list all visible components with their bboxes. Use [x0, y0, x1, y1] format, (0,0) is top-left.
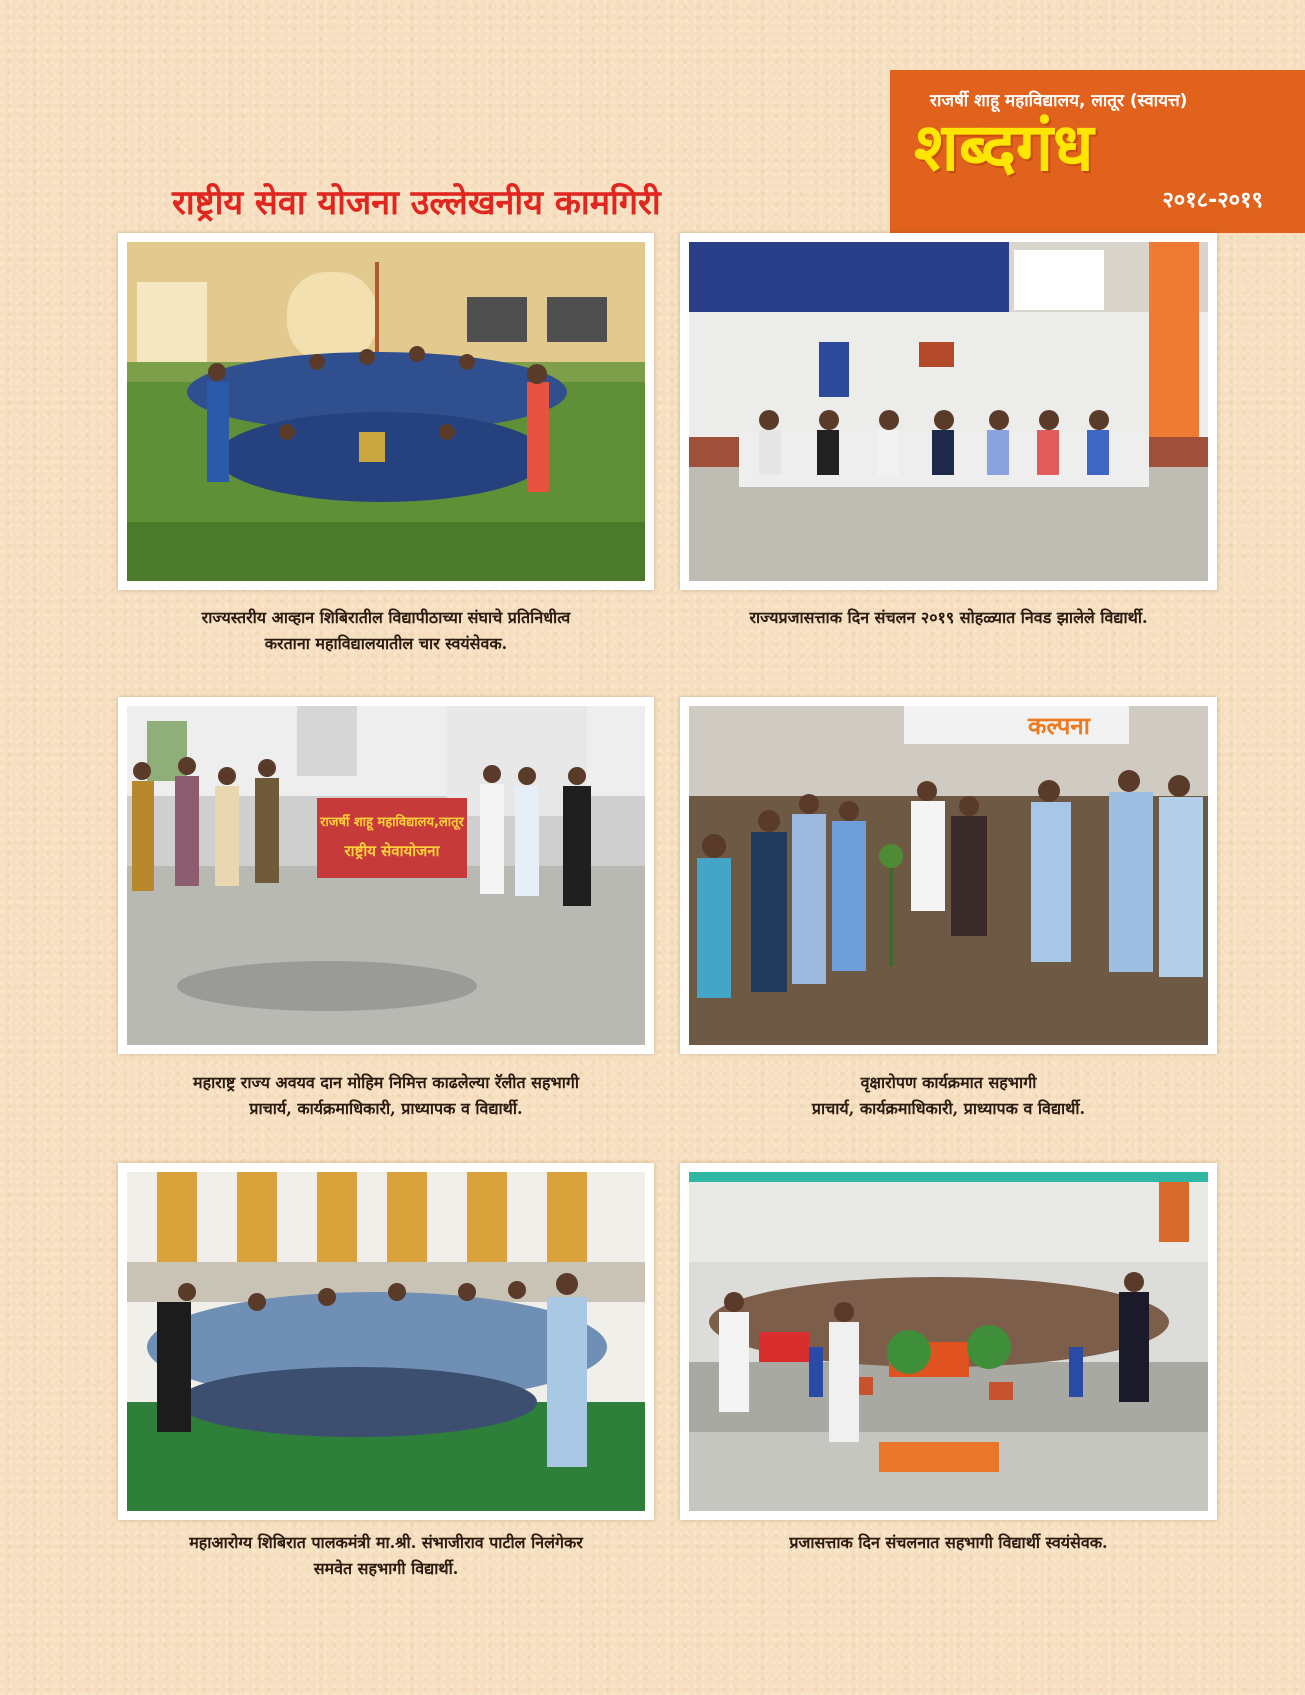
- caption-5-line-2: समवेत सहभागी विद्यार्थी.: [313, 1559, 459, 1578]
- photo-frame-3: [118, 697, 654, 1054]
- caption-1: [118, 605, 654, 657]
- photo-frame-1: [118, 233, 654, 590]
- caption-3-line-1: महाराष्ट्र राज्य अवयव दान मोहिम निमित्त काढलेल्या रॅलीत सहभागी: [193, 1073, 579, 1092]
- caption-4: [680, 1070, 1217, 1122]
- shop-sign-text: कल्पना: [1028, 712, 1090, 740]
- caption-1-line-1: राज्यस्तरीय आव्हान शिबिरातील विद्यापीठाच्या संघाचे प्रतिनिधीत्व: [201, 608, 571, 627]
- caption-2: [680, 605, 1217, 631]
- caption-5: [118, 1530, 654, 1582]
- photo-frame-4: [680, 697, 1217, 1054]
- photo-4-tree-plantation: [689, 706, 1208, 1045]
- photo-3-organ-donation-rally: [127, 706, 645, 1045]
- college-name: राजर्षी शाहू महाविद्यालय, लातूर (स्वायत्त): [930, 91, 1188, 111]
- masthead: [890, 70, 1305, 233]
- photo-6-republic-day-parade: [689, 1172, 1208, 1511]
- photo-frame-5: [118, 1163, 654, 1520]
- caption-1-line-2: करताना महाविद्यालयातील चार स्वयंसेवक.: [264, 634, 508, 653]
- caption-5-line-1: महाआरोग्य शिबिरात पालकमंत्री मा.श्री. संभाजीराव पाटील निलंगेकर: [189, 1533, 583, 1552]
- photo-5-health-camp-group: [127, 1172, 645, 1511]
- caption-4-line-2: प्राचार्य, कार्यक्रमाधिकारी, प्राध्यापक व विद्यार्थी.: [811, 1099, 1086, 1118]
- caption-6-line-1: प्रजासत्ताक दिन संचलनात सहभागी विद्यार्थी स्वयंसेवक.: [789, 1533, 1108, 1552]
- caption-3: [118, 1070, 654, 1122]
- caption-4-line-1: वृक्षारोपण कार्यक्रमात सहभागी: [860, 1073, 1037, 1092]
- magazine-logo-text: शब्दगंध: [914, 108, 1094, 186]
- page-title: राष्ट्रीय सेवा योजना उल्लेखनीय कामगिरी: [172, 183, 661, 223]
- photo-frame-2: [680, 233, 1217, 590]
- magazine-year: २०१८-२०१९: [1162, 188, 1263, 213]
- caption-2-line-1: राज्यप्रजासत्ताक दिन संचलन २०१९ सोहळ्यात निवड झालेले विद्यार्थी.: [749, 608, 1148, 627]
- photo-frame-6: [680, 1163, 1217, 1520]
- caption-6: [680, 1530, 1217, 1556]
- banner-text-line-2: राष्ट्रीय सेवायोजना: [344, 842, 440, 860]
- photo-2-seated-officials: [689, 242, 1208, 581]
- caption-3-line-2: प्राचार्य, कार्यक्रमाधिकारी, प्राध्यापक व विद्यार्थी.: [249, 1099, 523, 1118]
- banner-text-line-1: राजर्षी शाहू महाविद्यालय,लातूर: [320, 815, 464, 830]
- photo-1-group-on-lawn: [127, 242, 645, 581]
